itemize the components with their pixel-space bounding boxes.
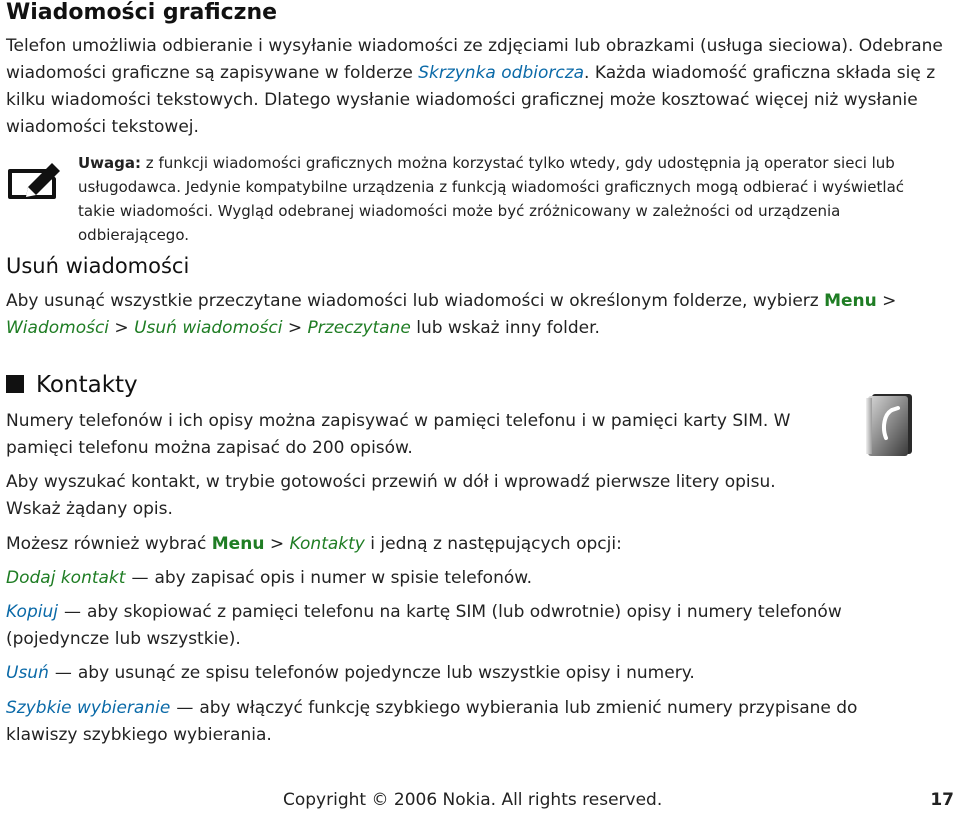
delete-messages-paragraph: Aby usunąć wszystkie przeczytane wiadomości lub wiadomości w określonym folderze, wybierz Menu > Wiadomości > Usuń wiadomości > Przeczytane lub wskaż inny folder. — [6, 291, 897, 338]
option-delete: Usuń — aby usunąć ze spisu telefonów pojedyncze lub wszystkie opisy i numery. — [6, 663, 695, 683]
option-copy: Kopiuj — aby skopiować z pamięci telefonu na kartę SIM (lub odwrotnie) opisy i numery telefonów (pojedyncze lub wszystkie). — [6, 602, 842, 649]
note-text: Uwaga: z funkcji wiadomości graficznych można korzystać tylko wtedy, gdy udostępnia ją operator sieci lub usługodawca. Jedynie kompatybilne urządzenia z funkcją wiadomości graficznych mogą odbierać i wyświetlać takie wiadomości. Wygląd odebranej wiadomości może być zróżnicowany w zależności od urządzenia odbierającego. — [78, 154, 905, 244]
contacts-paragraph-3: Możesz również wybrać Menu > Kontakty i jedną z następujących opcji: — [6, 534, 622, 554]
copyright-notice: Copyright © 2006 Nokia. All rights reserved. — [283, 790, 663, 810]
option-add-contact: Dodaj kontakt — aby zapisać opis i numer w spisie telefonów. — [6, 568, 533, 588]
phonebook-icon — [862, 392, 916, 458]
section-title-picture-messages: Wiadomości graficzne — [6, 0, 278, 25]
note-pencil-icon — [6, 159, 62, 201]
contacts-paragraph-2: Aby wyszukać kontakt, w trybie gotowości przewiń w dół i wprowadź pierwsze litery opisu. Wskaż żądany opis. — [6, 472, 776, 519]
option-name: Dodaj kontakt — [6, 568, 126, 588]
menu-path-read: Przeczytane — [307, 318, 411, 338]
option-speed-dial: Szybkie wybieranie — aby włączyć funkcję szybkiego wybierania lub zmienić numery przypisane do klawiszy szybkiego wybierania. — [6, 698, 858, 745]
option-name: Usuń — [6, 663, 49, 683]
menu-path-menu: Menu — [824, 291, 877, 311]
menu-path-contacts: Kontakty — [289, 534, 365, 554]
note-block — [6, 151, 946, 244]
page-number: 17 — [930, 790, 954, 810]
square-bullet-icon — [6, 375, 24, 393]
section-title-delete-messages: Usuń wiadomości — [6, 254, 190, 278]
contacts-paragraph-1: Numery telefonów i ich opisy można zapisywać w pamięci telefonu i w pamięci karty SIM. W pamięci telefonu można zapisać do 200 opisów. — [6, 411, 791, 458]
menu-path-delete-messages: Usuń wiadomości — [134, 318, 283, 338]
page-footer — [0, 790, 960, 818]
inbox-link[interactable]: Skrzynka odbiorcza — [418, 63, 585, 83]
section-title-contacts: Kontakty — [6, 370, 138, 400]
option-name: Kopiuj — [6, 602, 58, 622]
menu-path-messages: Wiadomości — [6, 318, 110, 338]
menu-path-menu-2: Menu — [211, 534, 265, 554]
option-name: Szybkie wybieranie — [6, 698, 171, 718]
picture-messages-paragraph: Telefon umożliwia odbieranie i wysyłanie wiadomości ze zdjęciami lub obrazkami (usługa sieciowa). Odebrane wiadomości graficzne są zapisywane w folderze Skrzynka odbiorcza. Każda wiadomość graficzna składa się z kilku wiadomości tekstowych. Dlatego wysłanie wiadomości graficznej może kosztować więcej niż wysłanie wiadomości tekstowej. — [6, 36, 943, 137]
